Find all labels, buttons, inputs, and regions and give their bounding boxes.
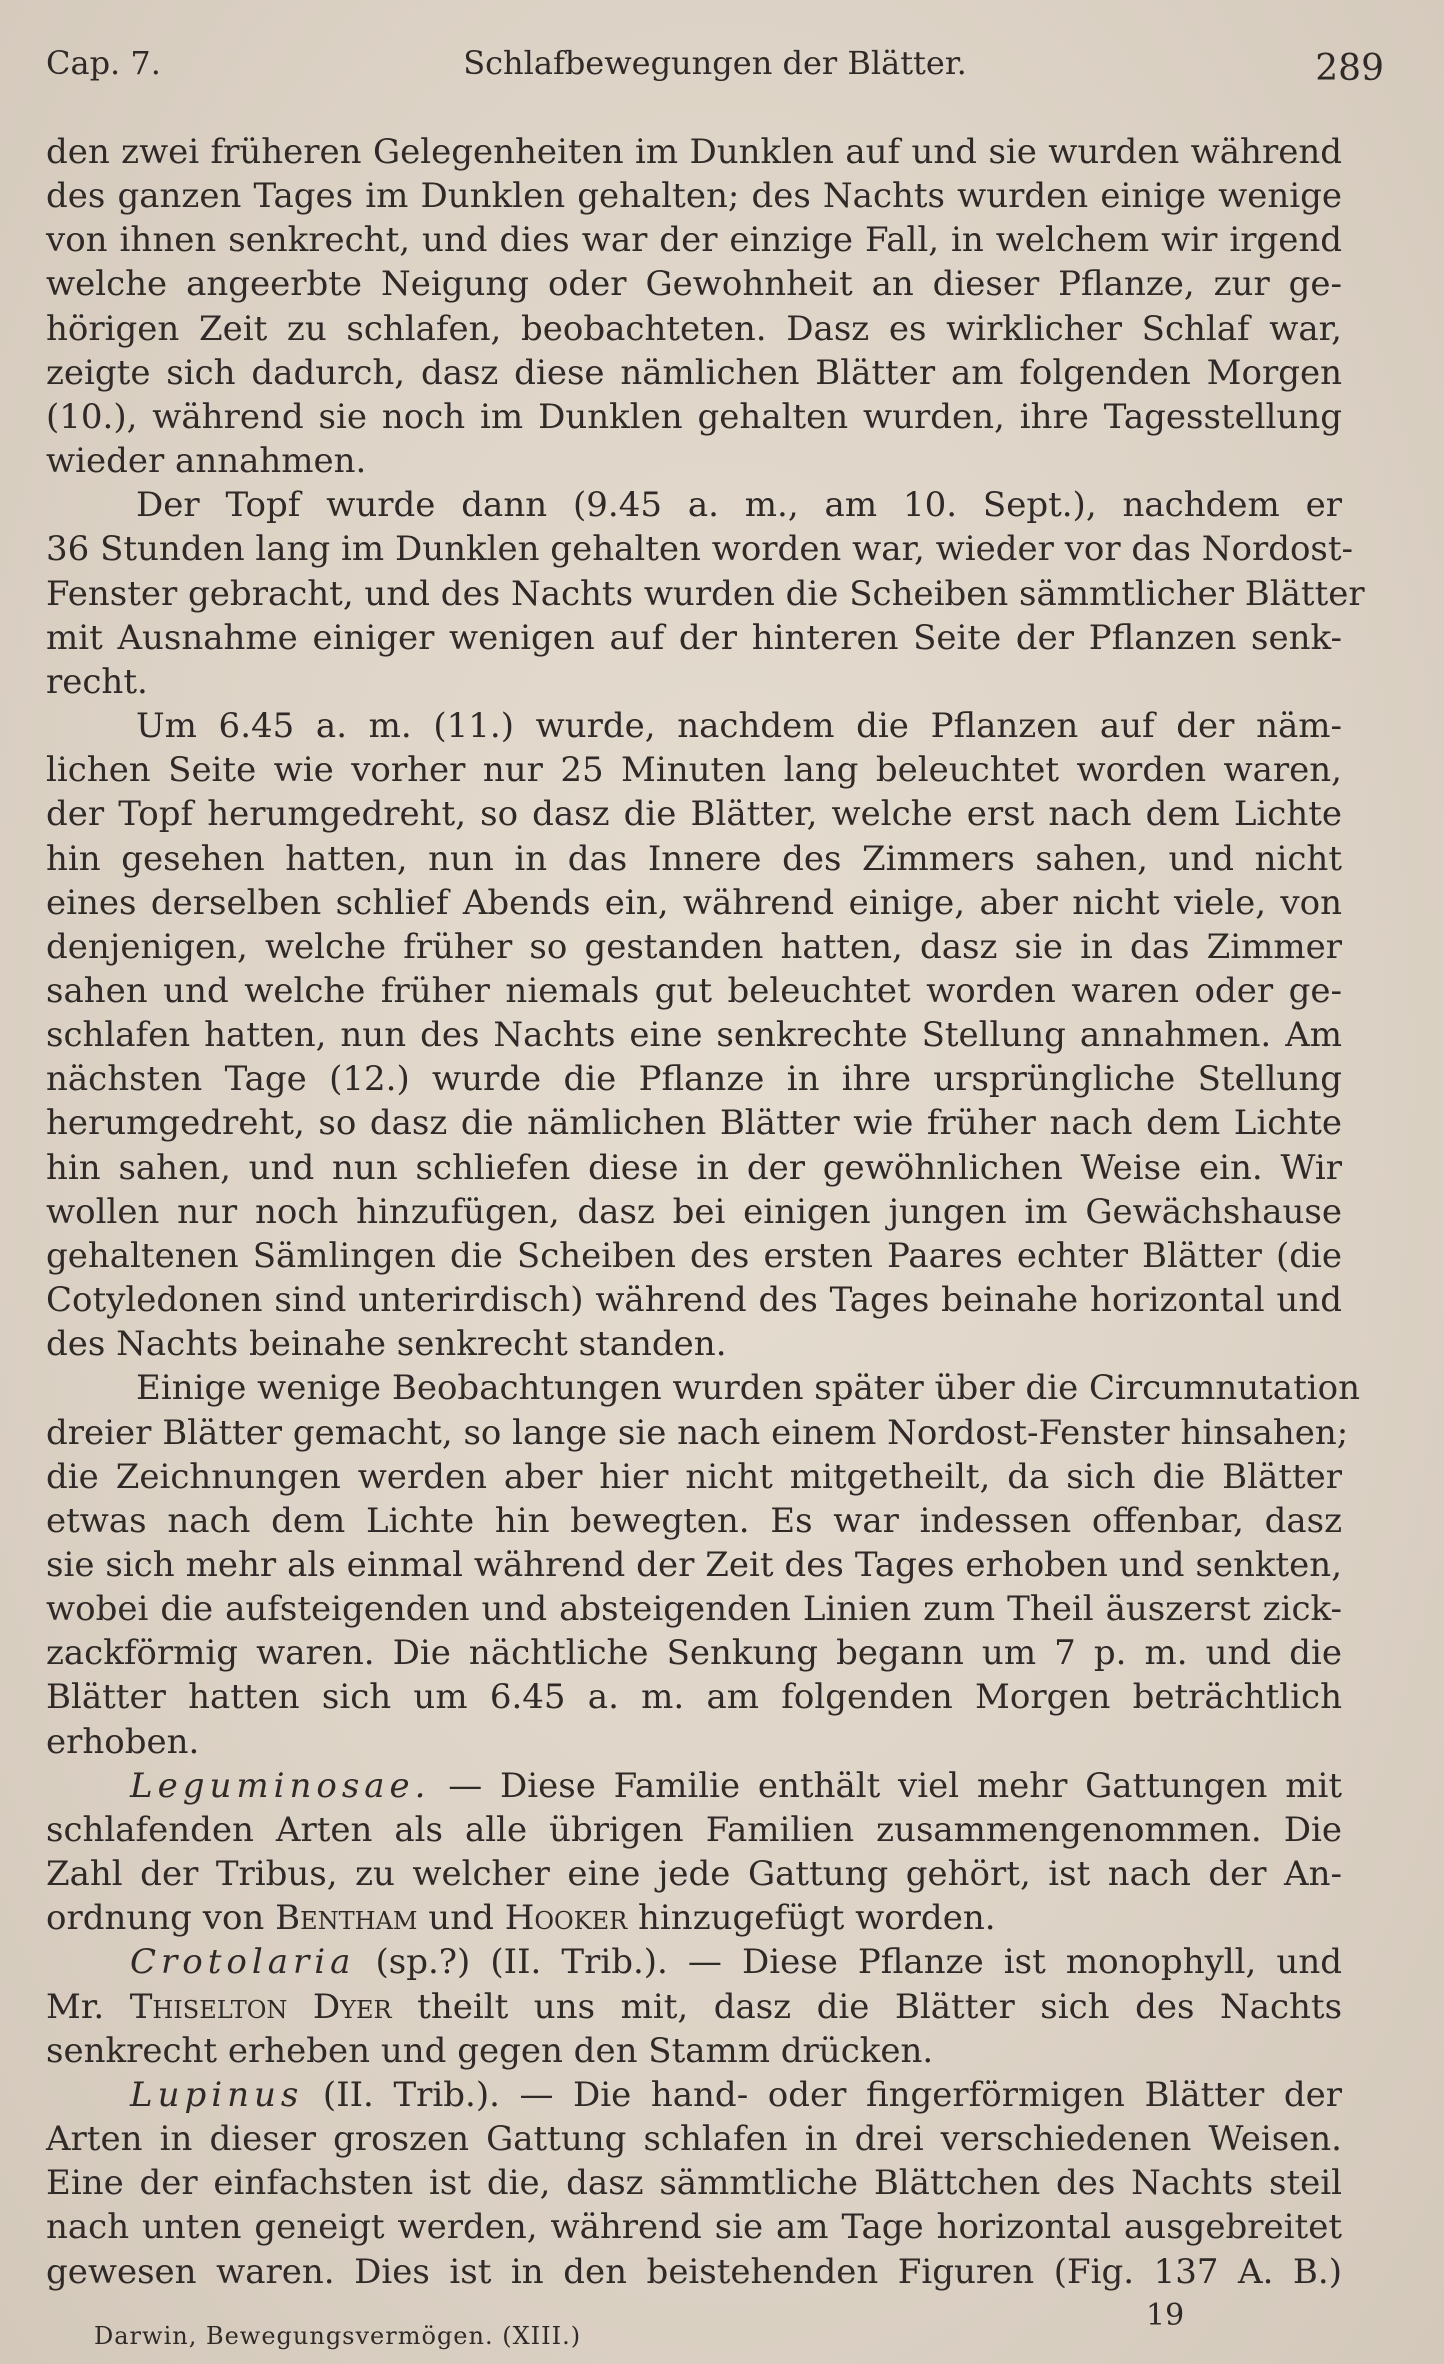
text-line: hin gesehen hatten, nun in das Innere des Zimmers sahen, und nicht (46, 838, 1342, 879)
text-line: wobei die aufsteigenden und absteigenden Linien zum Theil äuszerst zick- (46, 1589, 1342, 1630)
text-line: nächsten Tage (12.) wurde die Pflanze in ihre ursprüngliche Stellung (46, 1059, 1342, 1100)
text-line: zackförmig waren. Die nächtliche Senkung begann um 7 p. m. und die (46, 1633, 1342, 1674)
text-line: Eine der einfachsten ist die, dasz sämmtliche Blättchen des Nachts steil (46, 2163, 1342, 2204)
paragraph (46, 1366, 1360, 1763)
text-line (46, 1940, 1342, 1984)
text-line: lichen Seite wie vorher nur 25 Minuten lang beleuchtet worden waren, (46, 750, 1342, 791)
paragraph-leguminosae (46, 1764, 1342, 1941)
text-fragment: (II. Trib.). — Die hand- oder fingerförmigen Blätter der (303, 2074, 1342, 2115)
text-line: denjenigen, welche früher so gestanden hatten, dasz sie in das Zimmer (46, 926, 1342, 967)
running-title: Schlafbewegungen der Blätter. (463, 44, 967, 82)
text-fragment: theilt uns mit, dasz die Blätter sich des Nachts (391, 1986, 1343, 2027)
page-body (46, 130, 1365, 2294)
author-name: Hooker (504, 1898, 628, 1939)
genus-name: Leguminosae. (130, 1765, 431, 1806)
text-line: recht. (46, 661, 148, 702)
text-line: schlafen hatten, nun des Nachts eine senkrechte Stellung annahmen. Am (46, 1015, 1342, 1056)
text-fragment: — Diese Familie enthält viel mehr Gattungen mit (430, 1765, 1342, 1806)
page-footer (94, 2298, 1384, 2362)
text-line: sie sich mehr als einmal während der Zeit des Tages erhoben und senkten, (46, 1545, 1342, 1585)
text-fragment: und (417, 1898, 505, 1939)
text-line: Einige wenige Beobachtungen wurden später über die Circumnutation (136, 1368, 1360, 1409)
text-line: Fenster gebracht, und des Nachts wurden die Scheiben sämmtlicher Blätter (46, 573, 1365, 614)
text-line: etwas nach dem Lichte hin bewegten. Es war indessen offenbar, dasz (46, 1500, 1342, 1541)
text-line: zeigte sich dadurch, dasz diese nämlichen Blätter am folgenden Morgen (46, 352, 1342, 393)
text-line: (10.), während sie noch im Dunklen gehalten wurden, ihre Tagesstellung (46, 396, 1342, 437)
text-line: Zahl der Tribus, zu welcher eine jede Gattung gehört, ist nach der An- (46, 1854, 1342, 1895)
text-line: die Zeichnungen werden aber hier nicht mitgetheilt, da sich die Blätter (46, 1456, 1342, 1497)
text-line: des ganzen Tages im Dunklen gehalten; des Nachts wurden einige wenige (46, 176, 1342, 217)
text-line: sahen und welche früher niemals gut beleuchtet worden waren oder ge- (46, 970, 1342, 1011)
text-line: nach unten geneigt werden, während sie am Tage horizontal ausgebreitet (46, 2207, 1342, 2248)
text-line: wieder annahmen. (46, 441, 367, 482)
text-line: des Nachts beinahe senkrecht standen. (46, 1324, 727, 1365)
paragraph-crotolaria (46, 1940, 1342, 2072)
text-line: von ihnen senkrecht, und dies war der einzige Fall, in welchem wir irgend (46, 220, 1342, 261)
text-line (46, 1896, 1342, 1940)
text-line: senkrecht erheben und gegen den Stamm drücken. (46, 2030, 934, 2071)
sheet-number: 19 (1146, 2298, 1185, 2333)
author-name: Bentham (275, 1898, 418, 1939)
signature-line: Darwin, Bewegungsvermögen. (XIII.) (94, 2322, 582, 2350)
text-line: der Topf herumgedreht, so dasz die Blätter, welche erst nach dem Lichte (46, 794, 1342, 835)
text-line: herumgedreht, so dasz die nämlichen Blätter wie früher nach dem Lichte (46, 1103, 1342, 1144)
text-fragment: (sp.?) (II. Trib.). — Diese Pflanze ist monophyll, und (355, 1942, 1342, 1983)
paragraph (46, 704, 1342, 1366)
text-line: Arten in dieser groszen Gattung schlafen in drei verschiedenen Weisen. (46, 2119, 1342, 2160)
text-line: welche angeerbte Neigung oder Gewohnheit an dieser Pflanze, zur ge- (46, 264, 1342, 305)
text-line: den zwei früheren Gelegenheiten im Dunklen auf und sie wurden während (46, 132, 1342, 172)
paragraph (46, 483, 1365, 704)
paragraph-lupinus (46, 2073, 1342, 2294)
paragraph (46, 130, 1342, 483)
text-line (46, 1764, 1342, 1808)
text-line: erhoben. (46, 1721, 200, 1762)
text-line: Der Topf wurde dann (9.45 a. m., am 10. Sept.), nachdem er (136, 485, 1342, 526)
text-line (46, 1985, 1342, 2029)
text-line: wollen nur noch hinzufügen, dasz bei einigen jungen im Gewächshause (46, 1191, 1342, 1232)
person-name: Thiselton Dyer (129, 1986, 392, 2027)
text-line: Um 6.45 a. m. (11.) wurde, nachdem die Pflanzen auf der näm- (136, 706, 1342, 747)
page-number: 289 (1315, 48, 1384, 89)
genus-name: Crotolaria (130, 1942, 356, 1983)
text-line: Cotyledonen sind unterirdisch) während des Tages beinahe horizontal und (46, 1280, 1342, 1321)
text-line: gewesen waren. Dies ist in den beistehenden Figuren (Fig. 137 A. B.) (46, 2251, 1342, 2292)
text-line (46, 2073, 1342, 2117)
page-header (46, 44, 1384, 94)
text-fragment: Mr. (46, 1986, 130, 2027)
text-line: 36 Stunden lang im Dunklen gehalten worden war, wieder vor das Nordost- (46, 529, 1354, 570)
text-fragment: ordnung von (46, 1898, 276, 1939)
paragraph-list (46, 130, 1365, 1764)
text-line: gehaltenen Sämlingen die Scheiben des ersten Paares echter Blätter (die (46, 1235, 1342, 1276)
text-line: hin sahen, und nun schliefen diese in der gewöhnlichen Weise ein. Wir (46, 1147, 1342, 1188)
text-line: Blätter hatten sich um 6.45 a. m. am folgenden Morgen beträchtlich (46, 1677, 1342, 1718)
text-line: eines derselben schlief Abends ein, während einige, aber nicht viele, von (46, 882, 1342, 923)
text-line: hörigen Zeit zu schlafen, beobachteten. Dasz es wirklicher Schlaf war, (46, 308, 1342, 349)
text-fragment: hinzugefügt worden. (627, 1898, 996, 1939)
text-line: schlafenden Arten als alle übrigen Familien zusammengenommen. Die (46, 1809, 1342, 1850)
genus-name: Lupinus (130, 2074, 304, 2115)
text-line: dreier Blätter gemacht, so lange sie nach einem Nordost-Fenster hinsahen; (46, 1412, 1349, 1453)
text-line: mit Ausnahme einiger wenigen auf der hinteren Seite der Pflanzen senk- (46, 617, 1342, 658)
chapter-label: Cap. 7. (46, 44, 161, 82)
